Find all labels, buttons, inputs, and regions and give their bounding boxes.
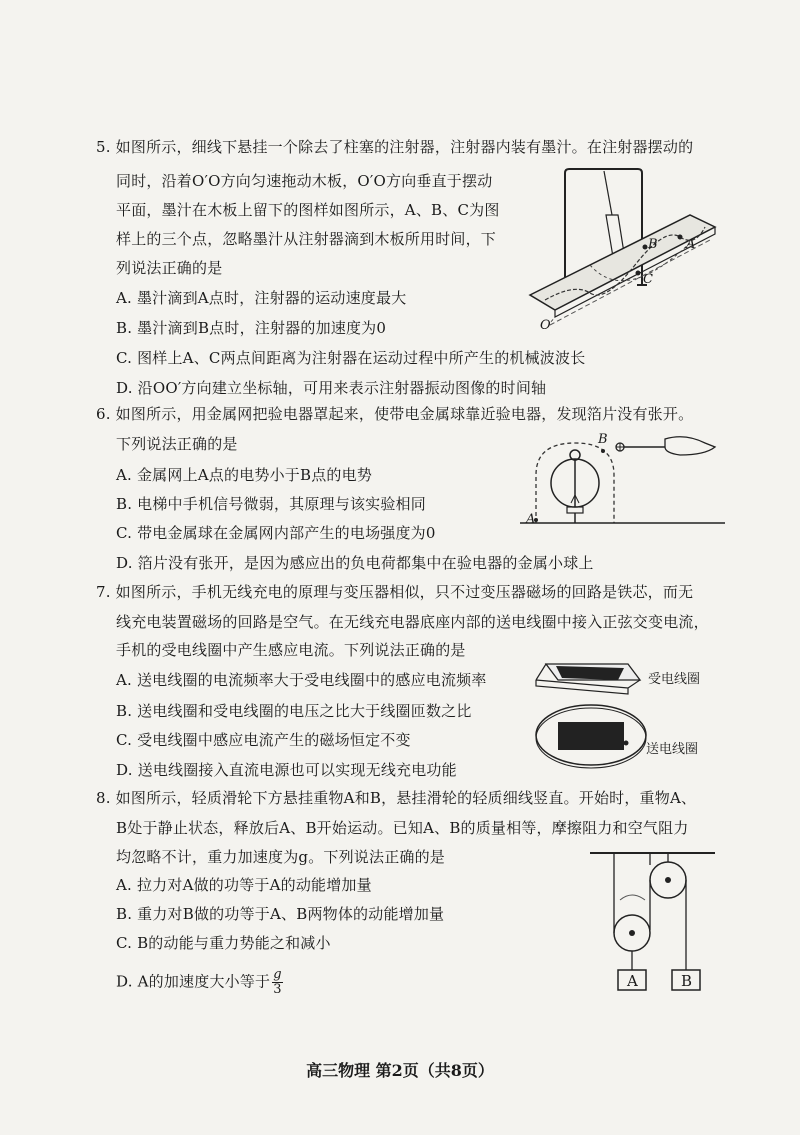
q5-figure-pendulum — [520, 165, 720, 340]
q5-figure-label-o-prime: O′ — [540, 318, 554, 333]
q8-option-d — [116, 968, 283, 997]
q8-line-3: 均忽略不计，重力加速度为g。下列说法正确的是 — [116, 848, 446, 866]
q5-figure-label-c: C — [643, 272, 653, 287]
q8-figure-label-a: A — [627, 972, 638, 990]
q6-line-2: 下列说法正确的是 — [116, 435, 238, 453]
q8-figure-pulleys — [590, 845, 720, 995]
q5-option-c: C. 图样上A、C两点间距离为注射器在运动过程中所产生的机械波波长 — [116, 349, 586, 367]
q6-figure-electroscope — [520, 435, 730, 535]
q8-option-d-denominator: 3 — [273, 982, 282, 997]
q7-figure-label-receiver: 受电线圈 — [648, 672, 701, 687]
q7-option-d: D. 送电线圈接入直流电源也可以实现无线充电功能 — [116, 761, 457, 779]
q8-line-2: B处于静止状态，释放后A、B开始运动。已知A、B的质量相等，摩擦阻力和空气阻力 — [116, 819, 689, 837]
q8-option-c: C. B的动能与重力势能之和减小 — [116, 934, 331, 952]
q7-option-c: C. 受电线圈中感应电流产生的磁场恒定不变 — [116, 731, 411, 749]
q6-option-d: D. 箔片没有张开，是因为感应出的负电荷都集中在验电器的金属小球上 — [116, 554, 594, 572]
q8-option-b: B. 重力对B做的功等于A、B两物体的动能增加量 — [116, 905, 445, 923]
q8-figure-label-b: B — [681, 972, 693, 990]
q7-line-2: 线充电装置磁场的回路是空气。在无线充电器底座内部的送电线圈中接入正弦交变电流， — [116, 613, 709, 631]
q8-option-d-fraction — [272, 968, 283, 997]
q7-figure-label-transmitter: 送电线圈 — [646, 742, 699, 757]
q6-option-a: A. 金属网上A点的电势小于B点的电势 — [116, 466, 373, 484]
q6-option-c: C. 带电金属球在金属网内部产生的电场强度为0 — [116, 524, 436, 542]
q5-option-b: B. 墨汁滴到B点时，注射器的加速度为0 — [116, 319, 387, 337]
q6-figure-label-b: B — [598, 432, 608, 447]
q6-figure-label-a: A — [526, 512, 536, 527]
q7-option-a: A. 送电线圈的电流频率大于受电线圈中的感应电流频率 — [116, 671, 487, 689]
q5-option-d: D. 沿OO′方向建立坐标轴，可用来表示注射器振动图像的时间轴 — [116, 379, 547, 397]
q5-option-a: A. 墨汁滴到A点时，注射器的运动速度最大 — [116, 289, 407, 307]
q6-option-b: B. 电梯中手机信号微弱，其原理与该实验相同 — [116, 495, 426, 513]
q5-figure-label-b: B — [648, 237, 658, 252]
q8-line-1: 8. 如图所示，轻质滑轮下方悬挂重物A和B，悬挂滑轮的轻质细线竖直。开始时，重物A、 — [96, 789, 697, 807]
q6-line-1: 6. 如图所示，用金属网把验电器罩起来，使带电金属球靠近验电器，发现箔片没有张开。 — [96, 405, 694, 423]
q5-line-5: 列说法正确的是 — [116, 259, 223, 277]
q5-figure-label-a: A — [686, 237, 696, 252]
q8-option-d-prefix: D. A的加速度大小等于 — [116, 972, 271, 991]
q5-line-3: 平面，墨汁在木板上留下的图样如图所示，A、B、C为图 — [116, 201, 500, 219]
q7-figure-charger — [528, 650, 648, 775]
q7-line-3: 手机的受电线圈中产生感应电流。下列说法正确的是 — [116, 641, 466, 659]
q5-line-1: 5. 如图所示，细线下悬挂一个除去了柱塞的注射器，注射器内装有墨汁。在注射器摆动的 — [96, 138, 694, 156]
q8-option-a: A. 拉力对A做的功等于A的动能增加量 — [116, 876, 372, 894]
q5-line-4: 样上的三个点，忽略墨汁从注射器滴到木板所用时间，下 — [116, 230, 497, 248]
q7-option-b: B. 送电线圈和受电线圈的电压之比大于线圈匝数之比 — [116, 702, 472, 720]
q5-line-2: 同时，沿着O′O方向匀速拖动木板，O′O方向垂直于摆动 — [116, 172, 493, 190]
q8-option-d-numerator: g — [273, 967, 282, 982]
page-footer: 高三物理 第2页（共8页） — [306, 1061, 494, 1080]
q7-line-1: 7. 如图所示，手机无线充电的原理与变压器相似，只不过变压器磁场的回路是铁芯，而无 — [96, 583, 694, 601]
